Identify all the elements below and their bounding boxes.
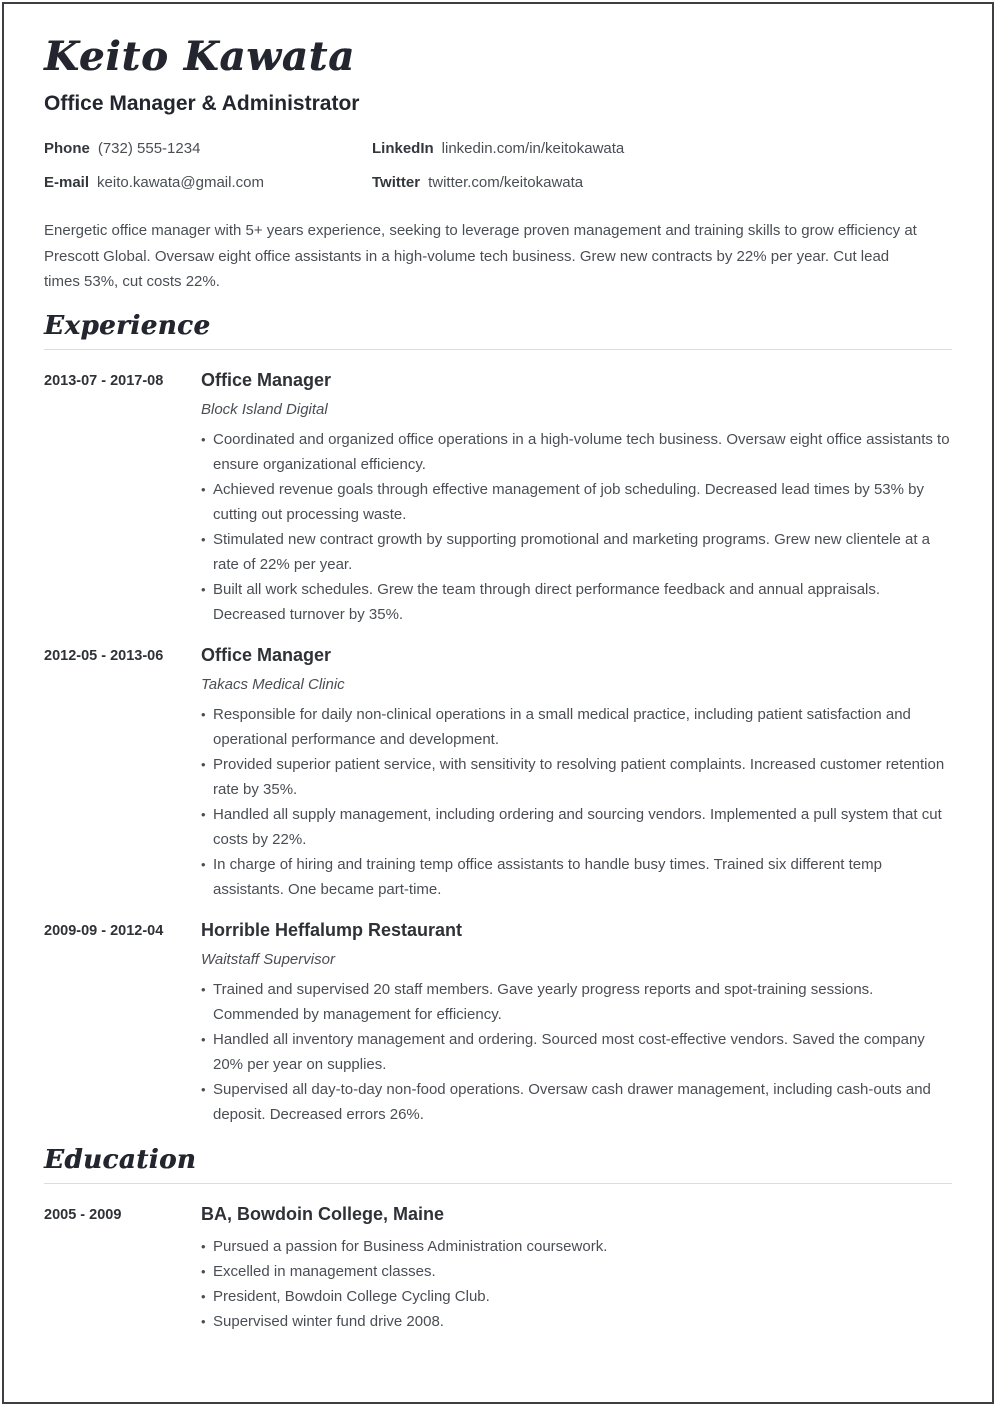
bullet-dot: •: [201, 806, 206, 822]
entry-dates: 2013-07 - 2017-08: [44, 372, 164, 389]
sections: [44, 311, 952, 1334]
contact-item: [372, 140, 952, 157]
list-item: [201, 1309, 952, 1334]
list-item: [201, 702, 952, 752]
bullet-dot: •: [201, 981, 206, 997]
bullet-dot: •: [201, 531, 206, 547]
section-heading: Education: [44, 1145, 952, 1184]
contact-value: keito.kawata@gmail.com: [97, 174, 264, 191]
bullet-text: Pursued a passion for Business Administration coursework.: [213, 1237, 608, 1255]
contact-value: twitter.com/keitokawata: [428, 174, 584, 191]
bullet-dot: •: [201, 1031, 206, 1047]
entry-dates: 2005 - 2009: [44, 1206, 122, 1223]
bullet-text: Built all work schedules. Grew the team through direct performance feedback and annual appraisals. Decreased turnover by 35%.: [213, 580, 881, 623]
bullet-dot: •: [201, 1263, 206, 1279]
resume-content: [4, 4, 992, 1334]
contact-grid: [44, 140, 952, 191]
entry: [44, 645, 952, 902]
bullet-dot: •: [201, 706, 206, 722]
contact-item: [44, 174, 372, 191]
entry-bullets: [201, 702, 952, 902]
list-item: [201, 977, 952, 1027]
bullet-text: President, Bowdoin College Cycling Club.: [213, 1287, 490, 1305]
list-item: [201, 1234, 952, 1259]
bullet-dot: •: [201, 1288, 206, 1304]
entry: [44, 370, 952, 627]
resume-page: [2, 2, 994, 1404]
list-item: [201, 527, 952, 577]
section-heading: Experience: [44, 311, 952, 350]
list-item: [201, 752, 952, 802]
contact-label: Twitter: [372, 174, 421, 191]
bullet-text: Coordinated and organized office operations in a high-volume tech business. Oversaw eight office assistants to ensure organizational efficiency.: [213, 430, 950, 473]
entry-subtitle: Waitstaff Supervisor: [201, 950, 335, 968]
contact-value: (732) 555-1234: [97, 140, 201, 157]
bullet-dot: •: [201, 1238, 206, 1254]
entry: [44, 920, 952, 1127]
contact-item: [372, 174, 952, 191]
entry-dates: 2009-09 - 2012-04: [44, 922, 164, 939]
bullet-dot: •: [201, 856, 206, 872]
list-item: [201, 577, 952, 627]
section-entries: [44, 1204, 952, 1334]
bullet-dot: •: [201, 431, 206, 447]
bullet-dot: •: [201, 756, 206, 772]
section: [44, 1145, 952, 1334]
entry-body: [201, 920, 952, 1127]
list-item: [201, 1077, 952, 1127]
contact-label: Phone: [44, 140, 90, 157]
contact-item: [44, 140, 372, 157]
person-name: Keito Kawata: [44, 33, 356, 80]
list-item: [201, 427, 952, 477]
entry-title: Office Manager: [201, 644, 332, 665]
list-item: [201, 1027, 952, 1077]
bullet-dot: •: [201, 481, 206, 497]
person-job-title: Office Manager & Administrator: [44, 92, 360, 115]
entry-title: BA, Bowdoin College, Maine: [201, 1203, 445, 1224]
entry-body: [201, 645, 952, 902]
list-item: [201, 1284, 952, 1309]
list-item: [201, 477, 952, 527]
bullet-text: Supervised all day-to-day non-food operations. Oversaw cash drawer management, including cash-outs and deposit. Decreased errors 26%.: [213, 1080, 931, 1123]
entry-body: [201, 370, 952, 627]
list-item: [201, 1259, 952, 1284]
bullet-text: Provided superior patient service, with sensitivity to resolving patient complaints. Increased customer retention rate by 35%.: [213, 755, 945, 798]
summary-paragraph: Energetic office manager with 5+ years experience, seeking to leverage proven management and training skills to grow efficiency at Prescott Global. Oversaw eight office assistants in a high-volume tech business. Grew new contracts by 22% per year. Cut lead times 53%, cut costs 22%.: [44, 222, 917, 290]
contact-label: LinkedIn: [372, 140, 434, 157]
section-entries: [44, 370, 952, 1127]
bullet-text: Handled all supply management, including ordering and sourcing vendors. Implemented a pull system that cut costs by 22%.: [213, 805, 942, 848]
entry: [44, 1204, 952, 1334]
entry-dates: 2012-05 - 2013-06: [44, 647, 164, 664]
entry-title: Office Manager: [201, 369, 332, 390]
entry-title: Horrible Heffalump Restaurant: [201, 919, 463, 940]
entry-body: [201, 1204, 952, 1334]
bullet-dot: •: [201, 581, 206, 597]
bullet-text: Excelled in management classes.: [213, 1262, 436, 1280]
bullet-text: Trained and supervised 20 staff members. Gave yearly progress reports and spot-training sessions. Commended by management for efficiency.: [213, 980, 874, 1023]
contact-value: linkedin.com/in/keitokawata: [441, 140, 625, 157]
bullet-text: Responsible for daily non-clinical operations in a small medical practice, including patient satisfaction and operational performance and development.: [213, 705, 911, 748]
entry-subtitle: Takacs Medical Clinic: [201, 675, 345, 693]
list-item: [201, 852, 952, 902]
bullet-dot: •: [201, 1081, 206, 1097]
bullet-text: Stimulated new contract growth by supporting promotional and marketing programs. Grew new clientele at a rate of 22% per year.: [213, 530, 931, 573]
contact-label: E-mail: [44, 174, 90, 191]
bullet-text: Handled all inventory management and ordering. Sourced most cost-effective vendors. Saved the company 20% per year on supplies.: [213, 1030, 925, 1073]
entry-bullets: [201, 977, 952, 1127]
entry-bullets: [201, 427, 952, 627]
entry-subtitle: Block Island Digital: [201, 400, 328, 418]
bullet-text: Supervised winter fund drive 2008.: [213, 1312, 444, 1330]
list-item: [201, 802, 952, 852]
bullet-text: Achieved revenue goals through effective management of job scheduling. Decreased lead times by 53% by cutting out processing waste.: [213, 480, 924, 523]
section: [44, 311, 952, 1127]
bullet-dot: •: [201, 1313, 206, 1329]
bullet-text: In charge of hiring and training temp office assistants to handle busy times. Trained six different temp assistants. One became part-time.: [213, 855, 882, 898]
entry-bullets: [201, 1234, 952, 1334]
